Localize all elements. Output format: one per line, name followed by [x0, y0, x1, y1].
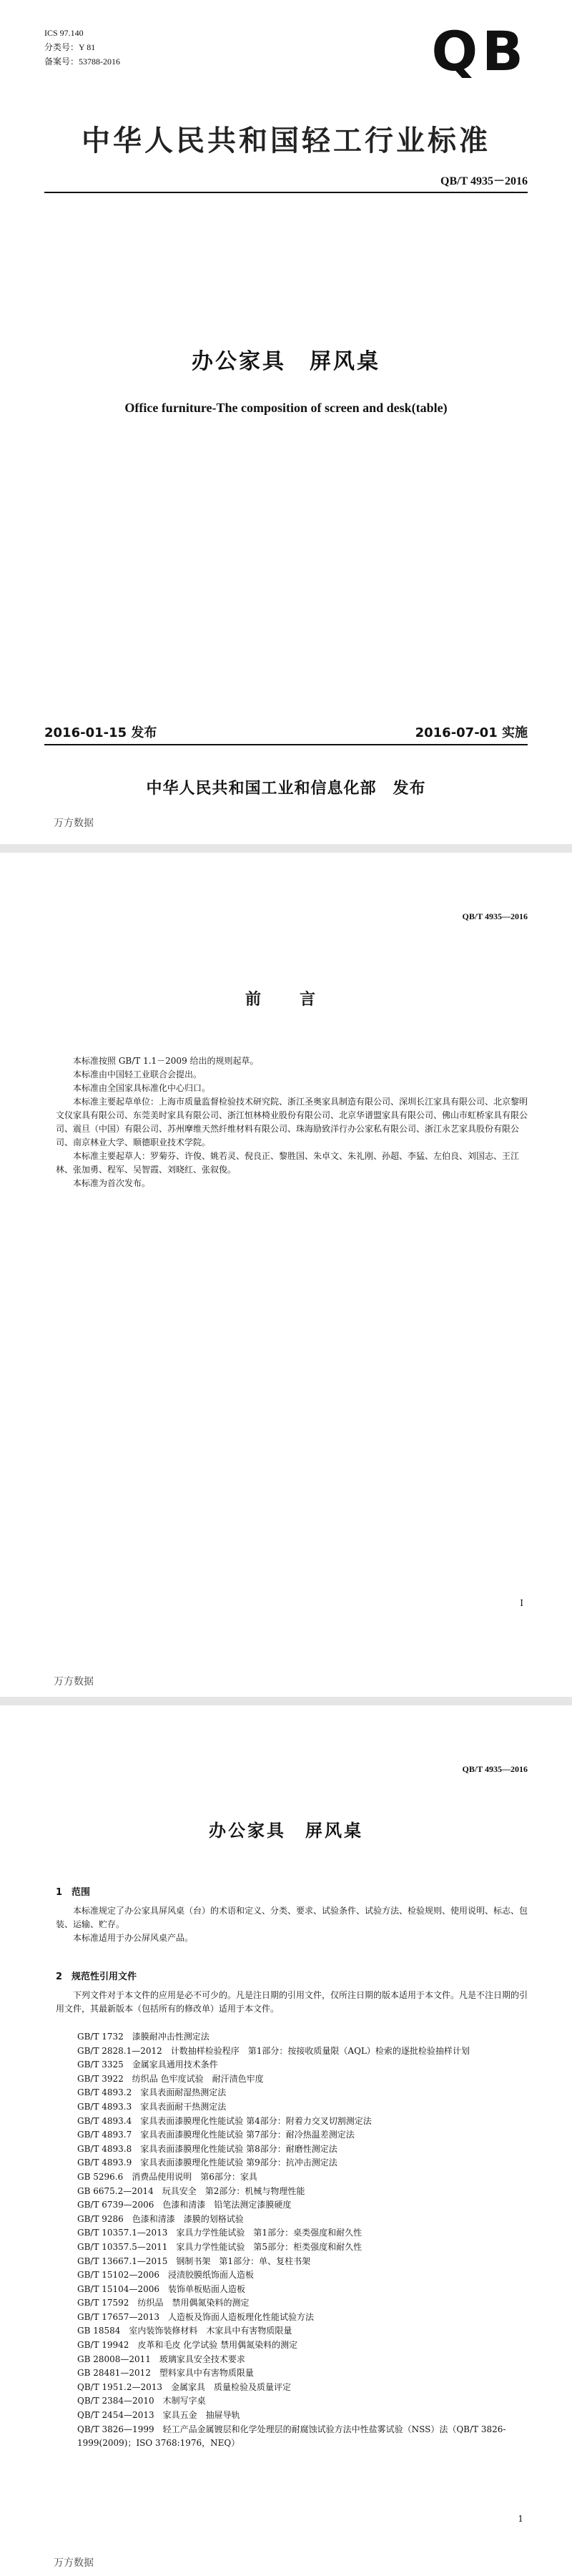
watermark: 万方数据: [54, 1676, 94, 1688]
page-header-code: QB/T 4935—2016: [462, 1764, 528, 1774]
foreword-paragraph: 本标准由中国轻工业联合会提出。: [73, 1069, 202, 1079]
reference-item: GB/T 2828.1—2012 计数抽样检验程序 第1部分：按接收质量限（AQL）检索的逐批检验抽样计划: [77, 2045, 470, 2056]
reference-item: GB/T 4893.9 家具表面漆膜理化性能试验 第9部分：抗冲击测定法: [77, 2158, 337, 2168]
reference-item: GB/T 19942 皮革和毛皮 化学试验 禁用偶氮染料的测定: [77, 2340, 298, 2351]
reference-item: GB 5296.6 消费品使用说明 第6部分：家具: [77, 2171, 257, 2182]
reference-item: GB/T 15104—2006 装饰单板贴面人造板: [77, 2283, 245, 2294]
foreword-page: [0, 853, 572, 1697]
standard-code: QB/T 4935－2016: [440, 175, 528, 187]
reference-item: GB/T 4893.7 家具表面漆膜理化性能试验 第7部分：耐冷热温差测定法: [77, 2130, 355, 2140]
reference-item: GB/T 1732 漆膜耐冲击性测定法: [77, 2032, 209, 2042]
page-number: 1: [518, 2514, 523, 2524]
reference-item: GB/T 6739—2006 色漆和清漆 铅笔法测定漆膜硬度: [77, 2200, 292, 2210]
reference-item: GB/T 3325 金属家具通用技术条件: [77, 2060, 218, 2070]
reference-item: GB/T 9286 色漆和清漆 漆膜的划格试验: [77, 2213, 244, 2224]
reference-item: QB/T 2384—2010 木制写字桌: [77, 2396, 206, 2406]
reference-item: QB/T 1951.2—2013 金属家具 质量检验及质量评定: [77, 2381, 292, 2392]
page-number: Ⅰ: [520, 1598, 523, 1608]
qb-logo: QB: [431, 19, 528, 83]
cover-top-rule: [44, 192, 528, 193]
reference-list: [77, 2030, 528, 2451]
reference-item: GB 28481—2012 塑料家具中有害物质限量: [77, 2368, 254, 2379]
issuer: 中华人民共和国工业和信息化部 发布: [146, 780, 426, 798]
watermark: 万方数据: [54, 818, 94, 829]
section-2-intro: [56, 1989, 528, 2016]
section-1-body: [56, 1904, 528, 1945]
publish-date: 2016-01-15 发布: [44, 725, 157, 740]
cover-bottom-rule: [44, 744, 528, 745]
effective-date: 2016-07-01 实施: [415, 725, 528, 740]
foreword-body: [56, 1054, 528, 1190]
foreword-paragraph: 本标准按照 GB/T 1.1－2009 给出的规则起草。: [73, 1056, 259, 1066]
category-number: 分类号：Y 81: [44, 42, 96, 52]
watermark: 万方数据: [54, 2557, 94, 2569]
reference-item: GB 18584 室内装饰装修材料 木家具中有害物质限量: [77, 2326, 292, 2336]
reference-item: GB/T 3922 纺织品 色牢度试验 耐汗渍色牢度: [77, 2073, 264, 2084]
reference-item: GB/T 10357.5—2011 家具力学性能试验 第5部分：柜类强度和耐久性: [77, 2241, 363, 2252]
reference-item: GB/T 17657—2013 人造板及饰面人造板理化性能试验方法: [77, 2311, 314, 2322]
reference-item: GB 6675.2—2014 玩具安全 第2部分：机械与物理性能: [77, 2185, 305, 2196]
foreword-paragraph: 本标准主要起草人：罗菊芬、许俊、姚若灵、倪良正、黎胜国、朱卓文、朱礼刚、孙超、李猛、左伯良、刘国志、王江林、张加勇、程军、吴智霞、刘晓红、张叙俊。: [56, 1151, 520, 1175]
reference-item: GB/T 4893.8 家具表面漆膜理化性能试验 第8部分：耐磨性测定法: [77, 2143, 337, 2154]
reference-item: GB/T 4893.2 家具表面耐湿热测定法: [77, 2087, 227, 2098]
reference-item: GB/T 13667.1—2015 钢制书架 第1部分：单、复柱书架: [77, 2256, 311, 2266]
body-title: 办公家具 屏风桌: [209, 1821, 363, 1841]
reference-item: GB/T 10357.1—2013 家具力学性能试验 第1部分：桌类强度和耐久性: [77, 2228, 363, 2238]
body-page: [0, 1705, 572, 2576]
reference-item: GB 28008—2011 玻璃家具安全技术要求: [77, 2354, 245, 2364]
reference-item: GB/T 4893.4 家具表面漆膜理化性能试验 第4部分：附着力交叉切割测定法: [77, 2115, 372, 2126]
section-paragraph: 本标准适用于办公屏风桌产品。: [73, 1933, 194, 1943]
reference-item: GB/T 4893.3 家具表面耐干热测定法: [77, 2101, 227, 2112]
reference-item: GB/T 17592 纺织品 禁用偶氮染料的测定: [77, 2298, 250, 2308]
document-title-en: Office furniture-The composition of screen and desk(table): [124, 401, 448, 415]
section-paragraph: 本标准规定了办公家具屏风桌（台）的术语和定义、分类、要求、试验条件、试验方法、检验规则、使用说明、标志、包装、运输、贮存。: [56, 1906, 528, 1929]
record-number: 备案号：53788-2016: [44, 57, 120, 67]
cover-page: [0, 0, 572, 844]
foreword-paragraph: 本标准主要起草单位：上海市质量监督检验技术研究院、浙江圣奥家具制造有限公司、深圳长江家具有限公司、北京黎明文仪家具有限公司、东莞美时家具有限公司、浙江恒林椅业股份有限公司、北京华谱盟家具有限公司、佛山市虹桥家具有限公司、震旦（中国）有限公司、苏州摩维天然纤维材料有限公司、珠海励致洋行办公家私有限公司、浙江永艺家具股份有限公司、南京林业大学、顺德职业技术学院。: [56, 1097, 528, 1147]
foreword-title: 前 言: [245, 991, 327, 1009]
section-2-title: 2 规范性引用文件: [56, 1972, 137, 1982]
ics-code: ICS 97.140: [44, 28, 84, 38]
foreword-paragraph: 本标准由全国家具标准化中心归口。: [73, 1083, 211, 1093]
reference-item: QB/T 3826—1999 轻工产品金属镀层和化学处理层的耐腐蚀试验方法中性盐雾试验（NSS）法（QB/T 3826-1999(2009)；ISO 3768:1976，NEQ）: [77, 2424, 506, 2449]
document-title-cn: 办公家具 屏风桌: [192, 349, 380, 374]
standard-title: 中华人民共和国轻工行业标准: [82, 124, 490, 157]
section-1-title: 1 范围: [56, 1887, 91, 1898]
foreword-paragraph: 本标准为首次发布。: [73, 1178, 151, 1188]
reference-item: GB/T 15102—2006 浸渍胶膜纸饰面人造板: [77, 2270, 254, 2281]
section-paragraph: 下列文件对于本文件的应用是必不可少的。凡是注日期的引用文件，仅所注日期的版本适用于本文件。凡是不注日期的引用文件，其最新版本（包括所有的修改单）适用于本文件。: [56, 1990, 528, 2014]
reference-item: QB/T 2454—2013 家具五金 抽屉导轨: [77, 2410, 240, 2421]
page-header-code: QB/T 4935—2016: [462, 911, 528, 921]
